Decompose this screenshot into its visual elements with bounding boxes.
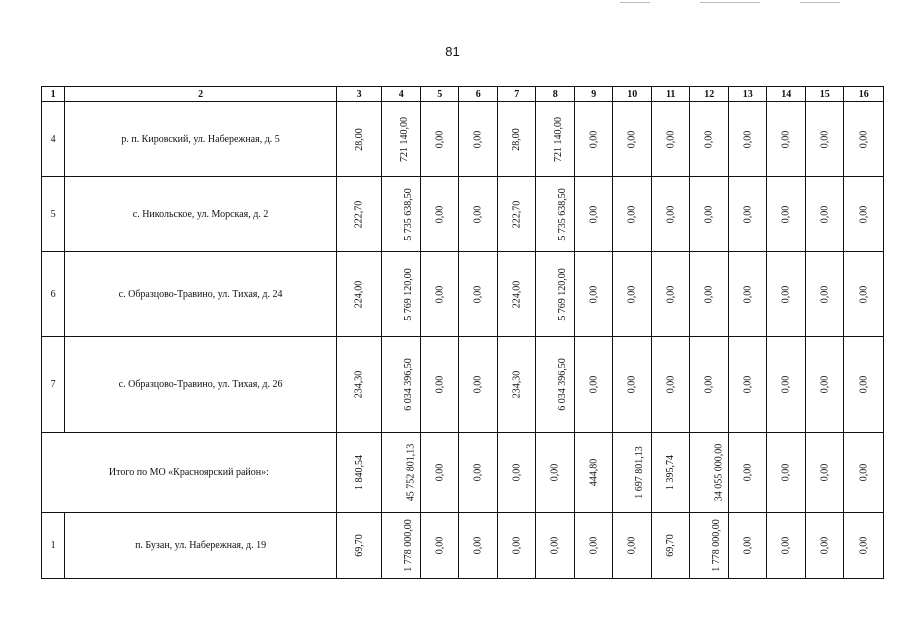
address-cell: с. Образцово-Травино, ул. Тихая, д. 26 <box>65 337 337 433</box>
value-cell <box>574 513 613 579</box>
cell-value: 0,00 <box>858 375 870 394</box>
cell-value: 0,00 <box>858 130 870 148</box>
total-value-cell <box>497 433 536 513</box>
value-cell <box>651 513 690 579</box>
cell-value: 0,00 <box>549 536 561 555</box>
cell-value: 0,00 <box>819 130 831 148</box>
column-number-header: 16 <box>844 87 884 102</box>
cell-value: 0,00 <box>549 463 561 482</box>
column-number-header: 11 <box>651 87 690 102</box>
value-cell <box>728 102 767 177</box>
table-row <box>42 513 884 579</box>
cell-value: 0,00 <box>780 536 792 555</box>
cell-value: 0,00 <box>472 536 484 555</box>
cell-value: 0,00 <box>434 205 446 223</box>
value-cell <box>767 252 806 337</box>
value-cell <box>767 177 806 252</box>
total-value-cell <box>805 433 844 513</box>
column-number-header: 9 <box>574 87 613 102</box>
table-row <box>42 102 884 177</box>
value-cell <box>728 513 767 579</box>
column-number-header: 3 <box>336 87 382 102</box>
cell-value: 28,00 <box>511 127 523 151</box>
value-cell <box>536 102 575 177</box>
cell-value: 444,80 <box>588 458 600 487</box>
cell-value: 0,00 <box>472 375 484 394</box>
value-cell <box>497 177 536 252</box>
cell-value: 0,00 <box>588 536 600 555</box>
cell-value: 0,00 <box>742 536 754 555</box>
cell-value: 0,00 <box>665 285 677 303</box>
value-cell <box>336 337 382 433</box>
cell-value: 222,70 <box>353 200 365 228</box>
cell-value: 0,00 <box>626 536 638 555</box>
address-cell: п. Бузан, ул. Набережная, д. 19 <box>65 513 337 579</box>
total-value-cell <box>536 433 575 513</box>
value-cell <box>420 252 459 337</box>
cell-value: 0,00 <box>472 205 484 223</box>
value-cell <box>767 513 806 579</box>
cell-value: 0,00 <box>819 463 831 482</box>
cell-value: 0,00 <box>703 285 715 303</box>
cell-value: 0,00 <box>626 130 638 148</box>
value-cell <box>574 102 613 177</box>
value-cell <box>420 513 459 579</box>
value-cell <box>497 252 536 337</box>
row-number: 7 <box>42 337 65 433</box>
table-row <box>42 337 884 433</box>
value-cell <box>497 102 536 177</box>
value-cell <box>459 252 498 337</box>
value-cell <box>382 252 421 337</box>
cell-value: 0,00 <box>742 130 754 148</box>
total-value-cell <box>574 433 613 513</box>
table-row <box>42 252 884 337</box>
value-cell <box>805 252 844 337</box>
value-cell <box>690 513 729 579</box>
address-cell: р. п. Кировский, ул. Набережная, д. 5 <box>65 102 337 177</box>
row-number: 4 <box>42 102 65 177</box>
cell-value: 0,00 <box>858 205 870 223</box>
value-cell <box>651 177 690 252</box>
cell-value: 0,00 <box>434 375 446 394</box>
cell-value: 0,00 <box>703 205 715 223</box>
cell-value: 0,00 <box>434 536 446 555</box>
column-number-header: 12 <box>690 87 729 102</box>
cell-value: 34 055 000,00 <box>713 443 725 502</box>
cell-value: 0,00 <box>665 205 677 223</box>
cell-value: 0,00 <box>780 285 792 303</box>
cell-value: 0,00 <box>511 463 523 482</box>
column-number-header: 6 <box>459 87 498 102</box>
cell-value: 0,00 <box>588 205 600 223</box>
cell-value: 5 735 638,50 <box>557 187 569 241</box>
total-value-cell <box>728 433 767 513</box>
cell-value: 0,00 <box>780 130 792 148</box>
header-row <box>42 87 884 102</box>
cell-value: 0,00 <box>819 375 831 394</box>
cell-value: 0,00 <box>626 375 638 394</box>
cell-value: 0,00 <box>626 285 638 303</box>
cell-value: 0,00 <box>780 375 792 394</box>
value-cell <box>459 513 498 579</box>
value-cell <box>574 177 613 252</box>
cell-value: 0,00 <box>588 130 600 148</box>
value-cell <box>690 252 729 337</box>
cell-value: 69,70 <box>665 534 677 557</box>
cell-value: 721 140,00 <box>399 116 411 162</box>
value-cell <box>536 337 575 433</box>
total-value-cell <box>767 433 806 513</box>
cell-value: 6 034 396,50 <box>557 358 569 411</box>
cell-value: 45 752 801,13 <box>405 443 417 502</box>
total-value-cell <box>336 433 382 513</box>
cell-value: 1 778 000,00 <box>403 519 415 572</box>
cell-value: 0,00 <box>588 375 600 394</box>
cell-value: 0,00 <box>742 205 754 223</box>
value-cell <box>805 513 844 579</box>
cell-value: 28,00 <box>353 127 365 151</box>
value-cell <box>574 337 613 433</box>
cell-value: 0,00 <box>434 130 446 148</box>
value-cell <box>336 513 382 579</box>
value-cell <box>497 513 536 579</box>
value-cell <box>613 102 652 177</box>
address-cell: с. Образцово-Травино, ул. Тихая, д. 24 <box>65 252 337 337</box>
total-value-cell <box>382 433 421 513</box>
scan-mark <box>700 2 760 3</box>
cell-value: 1 697 801,13 <box>634 446 646 499</box>
cell-value: 224,00 <box>511 280 523 308</box>
value-cell <box>805 337 844 433</box>
value-cell <box>728 337 767 433</box>
total-value-cell <box>844 433 884 513</box>
value-cell <box>844 252 884 337</box>
column-number-header: 1 <box>42 87 65 102</box>
value-cell <box>382 102 421 177</box>
cell-value: 5 769 120,00 <box>403 267 415 321</box>
cell-value: 0,00 <box>472 130 484 148</box>
scan-mark <box>620 2 650 3</box>
value-cell <box>690 102 729 177</box>
column-number-header: 4 <box>382 87 421 102</box>
column-number-header: 7 <box>497 87 536 102</box>
value-cell <box>728 177 767 252</box>
value-cell <box>690 337 729 433</box>
value-cell <box>728 252 767 337</box>
cell-value: 0,00 <box>858 536 870 555</box>
value-cell <box>420 177 459 252</box>
cell-value: 0,00 <box>742 375 754 394</box>
column-number-header: 8 <box>536 87 575 102</box>
value-cell <box>382 513 421 579</box>
cell-value: 1 840,54 <box>353 455 365 490</box>
table-body <box>42 87 884 579</box>
value-cell <box>497 337 536 433</box>
cell-value: 0,00 <box>434 463 446 482</box>
cell-value: 0,00 <box>780 205 792 223</box>
value-cell <box>336 252 382 337</box>
cell-value: 721 140,00 <box>553 116 565 162</box>
cell-value: 0,00 <box>742 463 754 482</box>
cell-value: 0,00 <box>472 285 484 303</box>
value-cell <box>613 177 652 252</box>
cell-value: 0,00 <box>819 285 831 303</box>
cell-value: 234,30 <box>353 370 365 399</box>
cell-value: 0,00 <box>819 205 831 223</box>
total-value-cell <box>690 433 729 513</box>
column-number-header: 10 <box>613 87 652 102</box>
value-cell <box>767 102 806 177</box>
cell-value: 0,00 <box>858 463 870 482</box>
cell-value: 222,70 <box>511 200 523 228</box>
value-cell <box>844 102 884 177</box>
row-number: 5 <box>42 177 65 252</box>
value-cell <box>536 252 575 337</box>
total-value-cell <box>420 433 459 513</box>
cell-value: 0,00 <box>511 536 523 555</box>
value-cell <box>844 337 884 433</box>
cell-value: 0,00 <box>665 130 677 148</box>
value-cell <box>420 102 459 177</box>
cell-value: 234,30 <box>511 370 523 399</box>
cell-value: 6 034 396,50 <box>403 358 415 411</box>
value-cell <box>767 337 806 433</box>
value-cell <box>613 252 652 337</box>
cell-value: 0,00 <box>434 285 446 303</box>
value-cell <box>459 337 498 433</box>
value-cell <box>613 513 652 579</box>
column-number-header: 13 <box>728 87 767 102</box>
cell-value: 0,00 <box>703 375 715 394</box>
value-cell <box>574 252 613 337</box>
value-cell <box>651 102 690 177</box>
value-cell <box>420 337 459 433</box>
value-cell <box>805 102 844 177</box>
total-value-cell <box>613 433 652 513</box>
value-cell <box>651 337 690 433</box>
value-cell <box>844 177 884 252</box>
cell-value: 0,00 <box>780 463 792 482</box>
cell-value: 0,00 <box>742 285 754 303</box>
cell-value: 0,00 <box>858 285 870 303</box>
column-number-header: 14 <box>767 87 806 102</box>
cell-value: 0,00 <box>588 285 600 303</box>
cell-value: 1 395,74 <box>665 455 677 490</box>
cell-value: 0,00 <box>626 205 638 223</box>
value-cell <box>651 252 690 337</box>
data-table <box>41 86 884 579</box>
total-value-cell <box>651 433 690 513</box>
cell-value: 224,00 <box>353 280 365 308</box>
value-cell <box>382 177 421 252</box>
cell-value: 0,00 <box>819 536 831 555</box>
value-cell <box>459 102 498 177</box>
total-value-cell <box>459 433 498 513</box>
value-cell <box>690 177 729 252</box>
cell-value: 0,00 <box>665 375 677 394</box>
total-label: Итого по МО «Красноярский район»: <box>42 433 337 513</box>
column-number-header: 15 <box>805 87 844 102</box>
value-cell <box>536 513 575 579</box>
value-cell <box>382 337 421 433</box>
value-cell <box>613 337 652 433</box>
total-row <box>42 433 884 513</box>
cell-value: 0,00 <box>703 130 715 148</box>
table-row <box>42 177 884 252</box>
cell-value: 1 778 000,00 <box>711 519 723 572</box>
column-number-header: 2 <box>65 87 337 102</box>
value-cell <box>536 177 575 252</box>
value-cell <box>336 177 382 252</box>
value-cell <box>336 102 382 177</box>
page-number: 81 <box>445 44 460 59</box>
cell-value: 5 735 638,50 <box>403 187 415 241</box>
address-cell: с. Никольское, ул. Морская, д. 2 <box>65 177 337 252</box>
value-cell <box>459 177 498 252</box>
cell-value: 5 769 120,00 <box>557 267 569 321</box>
row-number: 6 <box>42 252 65 337</box>
scan-mark <box>800 2 840 3</box>
value-cell <box>805 177 844 252</box>
cell-value: 0,00 <box>472 463 484 482</box>
value-cell <box>844 513 884 579</box>
row-number: 1 <box>42 513 65 579</box>
cell-value: 69,70 <box>353 534 365 557</box>
column-number-header: 5 <box>420 87 459 102</box>
